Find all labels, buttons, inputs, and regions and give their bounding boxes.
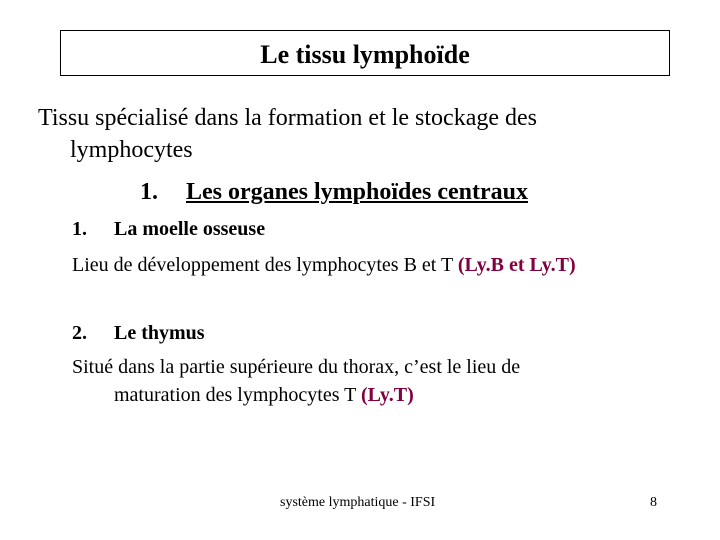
item-desc-thymus	[72, 353, 692, 409]
item-desc-accent: (Ly.B et Ly.T)	[457, 254, 576, 276]
item-number: 2.	[72, 322, 87, 344]
item-desc-line-2	[72, 381, 692, 409]
item-heading-text: La moelle osseuse	[114, 218, 266, 240]
item-heading-bone-marrow	[72, 216, 265, 242]
section-label: Les organes lymphoïdes centraux	[186, 179, 528, 205]
footer-caption: système lymphatique - IFSI	[280, 495, 436, 510]
slide-title: Le tissu lymphoïde	[260, 40, 470, 69]
item-heading-text: Le thymus	[114, 322, 205, 344]
slide-title-box	[60, 30, 670, 76]
item-desc-text: maturation des lymphocytes T	[114, 384, 362, 406]
section-heading	[140, 176, 528, 208]
item-desc-line-1: Situé dans la partie supérieure du thorax, c’est le lieu de	[72, 356, 521, 378]
item-number: 1.	[72, 218, 87, 240]
item-desc-bone-marrow	[72, 251, 692, 279]
page-number: 8	[650, 495, 657, 510]
section-number: 1.	[140, 179, 158, 205]
item-desc-accent: (Ly.T)	[361, 384, 414, 406]
intro-line-2: lymphocytes	[70, 137, 193, 163]
intro-paragraph	[38, 102, 678, 166]
intro-line-1: Tissu spécialisé dans la formation et le stockage des	[38, 105, 538, 131]
item-desc-text: Lieu de développement des lymphocytes B et T	[72, 254, 458, 276]
item-heading-thymus	[72, 320, 205, 346]
